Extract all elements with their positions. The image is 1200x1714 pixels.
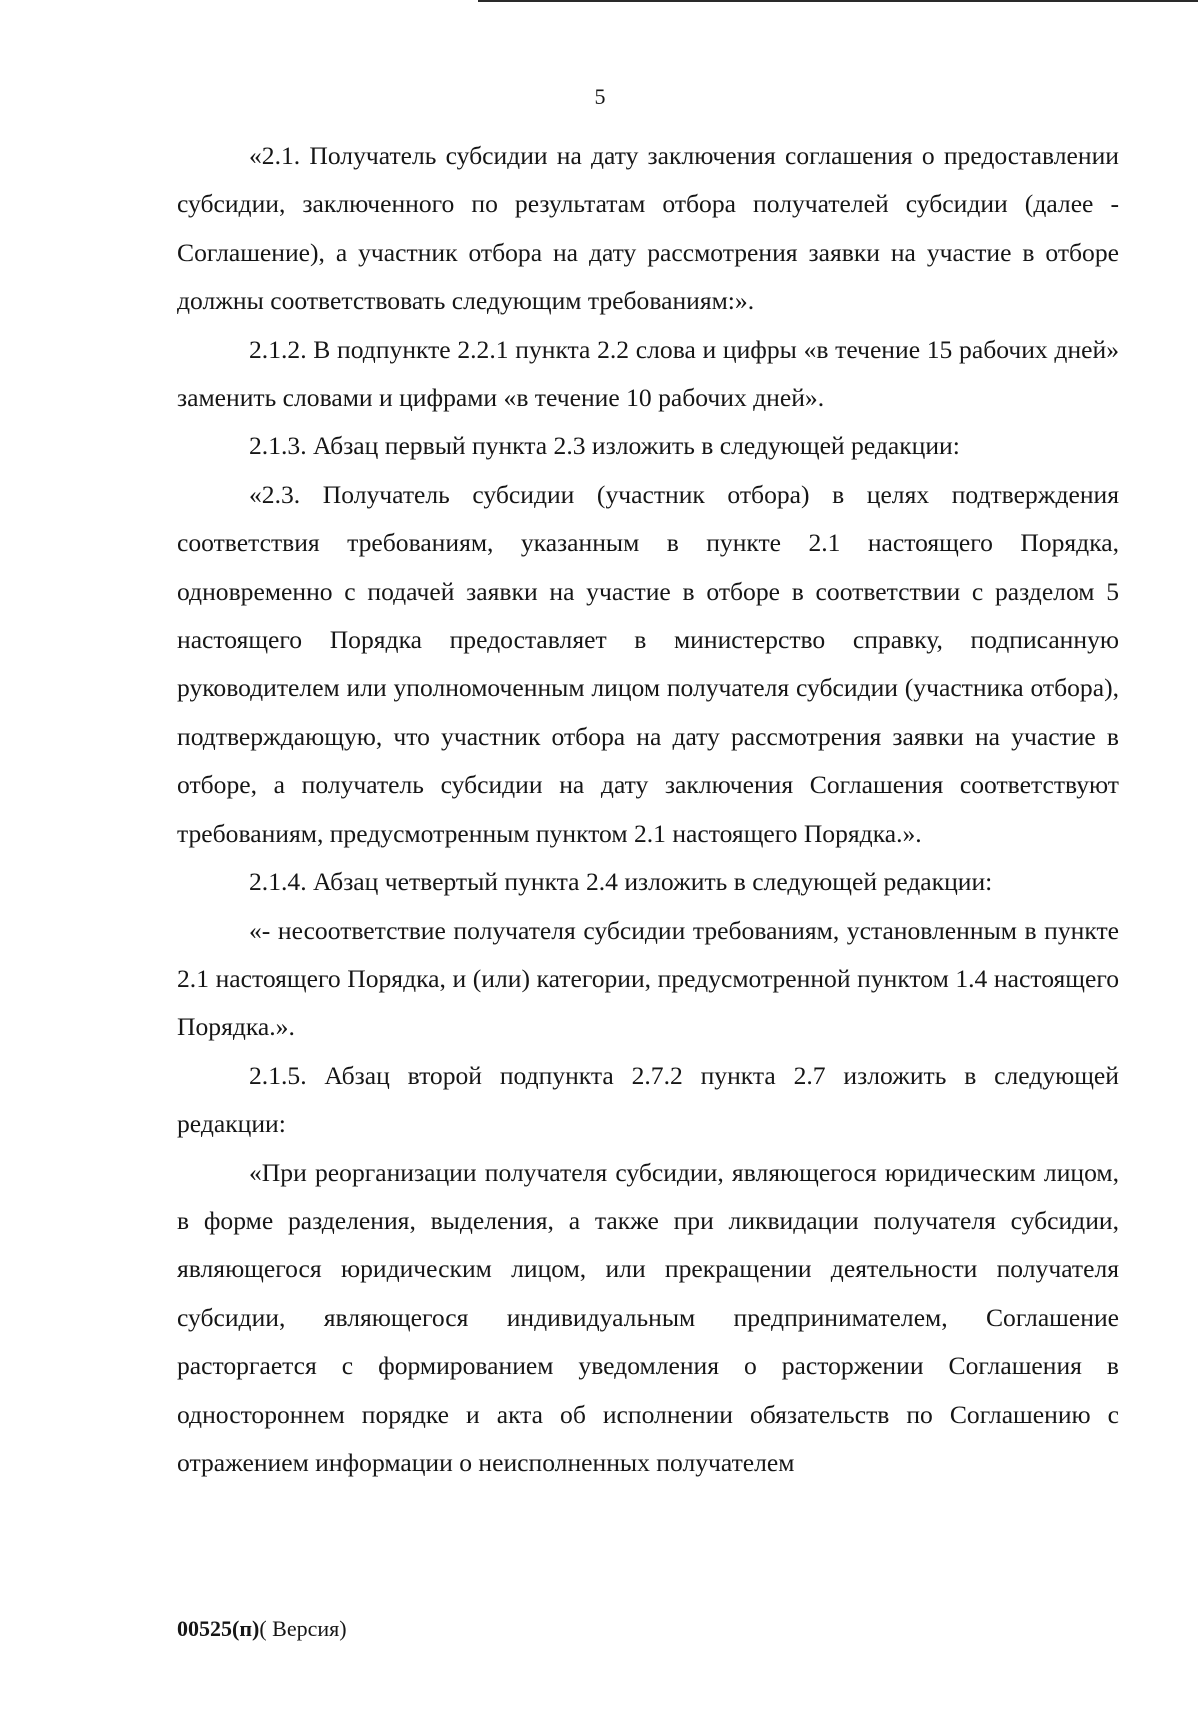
page-number: 5 xyxy=(594,84,606,109)
document-body xyxy=(177,132,1119,1487)
paragraph-2-1-3: 2.1.3. Абзац первый пункта 2.3 изложить в следующей редакции: xyxy=(249,431,960,461)
top-rule-line xyxy=(478,0,1198,2)
paragraph-2-1-5: 2.1.5. Абзац второй подпункта 2.7.2 пункта 2.7 изложить в следующей редакции: xyxy=(177,1060,1119,1139)
document-code: 00525(п) xyxy=(177,1616,260,1641)
paragraph-2-3-text: «2.3. Получатель субсидии (участник отбора) в целях подтверждения соответствия требованиям, указанным в пункте 2.1 настоящего Порядка, одновременно с подачей заявки на участие в отборе в соответствии с разделом 5 настоящего Порядка предоставляет в министерство справку, подписанную руководителем или уполномоченным лицом получателя субсидии (участника отбора), подтверждающую, что участник отбора на дату рассмотрения заявки на участие в отборе, а получатель субсидии на дату заключения Соглашения соответствуют требованиям, предусмотренным пунктом 2.1 настоящего Порядка.». xyxy=(177,479,1119,848)
paragraph-2-1-requirements: «2.1. Получатель субсидии на дату заключения соглашения о предоставлении субсидии, заключенного по результатам отбора получателей субсидии (далее - Соглашение), а участник отбора на дату рассмотрения заявки на участие в отборе должны соответствовать следующим требованиям:». xyxy=(177,141,1119,316)
paragraph-2-1-4: 2.1.4. Абзац четвертый пункта 2.4 изложить в следующей редакции: xyxy=(249,867,993,897)
document-footer xyxy=(177,1614,347,1644)
paragraph-2-1-2: 2.1.2. В подпункте 2.2.1 пункта 2.2 слова и цифры «в течение 15 рабочих дней» заменить словами и цифрами «в течение 10 рабочих дней». xyxy=(177,334,1119,413)
paragraph-2-7-2-text: «При реорганизации получателя субсидии, являющегося юридическим лицом, в форме разделения, выделения, а также при ликвидации получателя субсидии, являющегося юридическим лицом, или прекращении деятельности получателя субсидии, являющегося индивидуальным предпринимателем, Соглашение расторгается с формированием уведомления о расторжении Соглашения в одностороннем порядке и акта об исполнении обязательств по Соглашению с отражением информации о неисполненных получателем xyxy=(177,1157,1119,1477)
document-version: ( Версия) xyxy=(259,1616,347,1641)
paragraph-2-4-text: «- несоответствие получателя субсидии требованиям, установленным в пункте 2.1 настоящего Порядка, и (или) категории, предусмотренной пунктом 1.4 настоящего Порядка.». xyxy=(177,915,1119,1042)
